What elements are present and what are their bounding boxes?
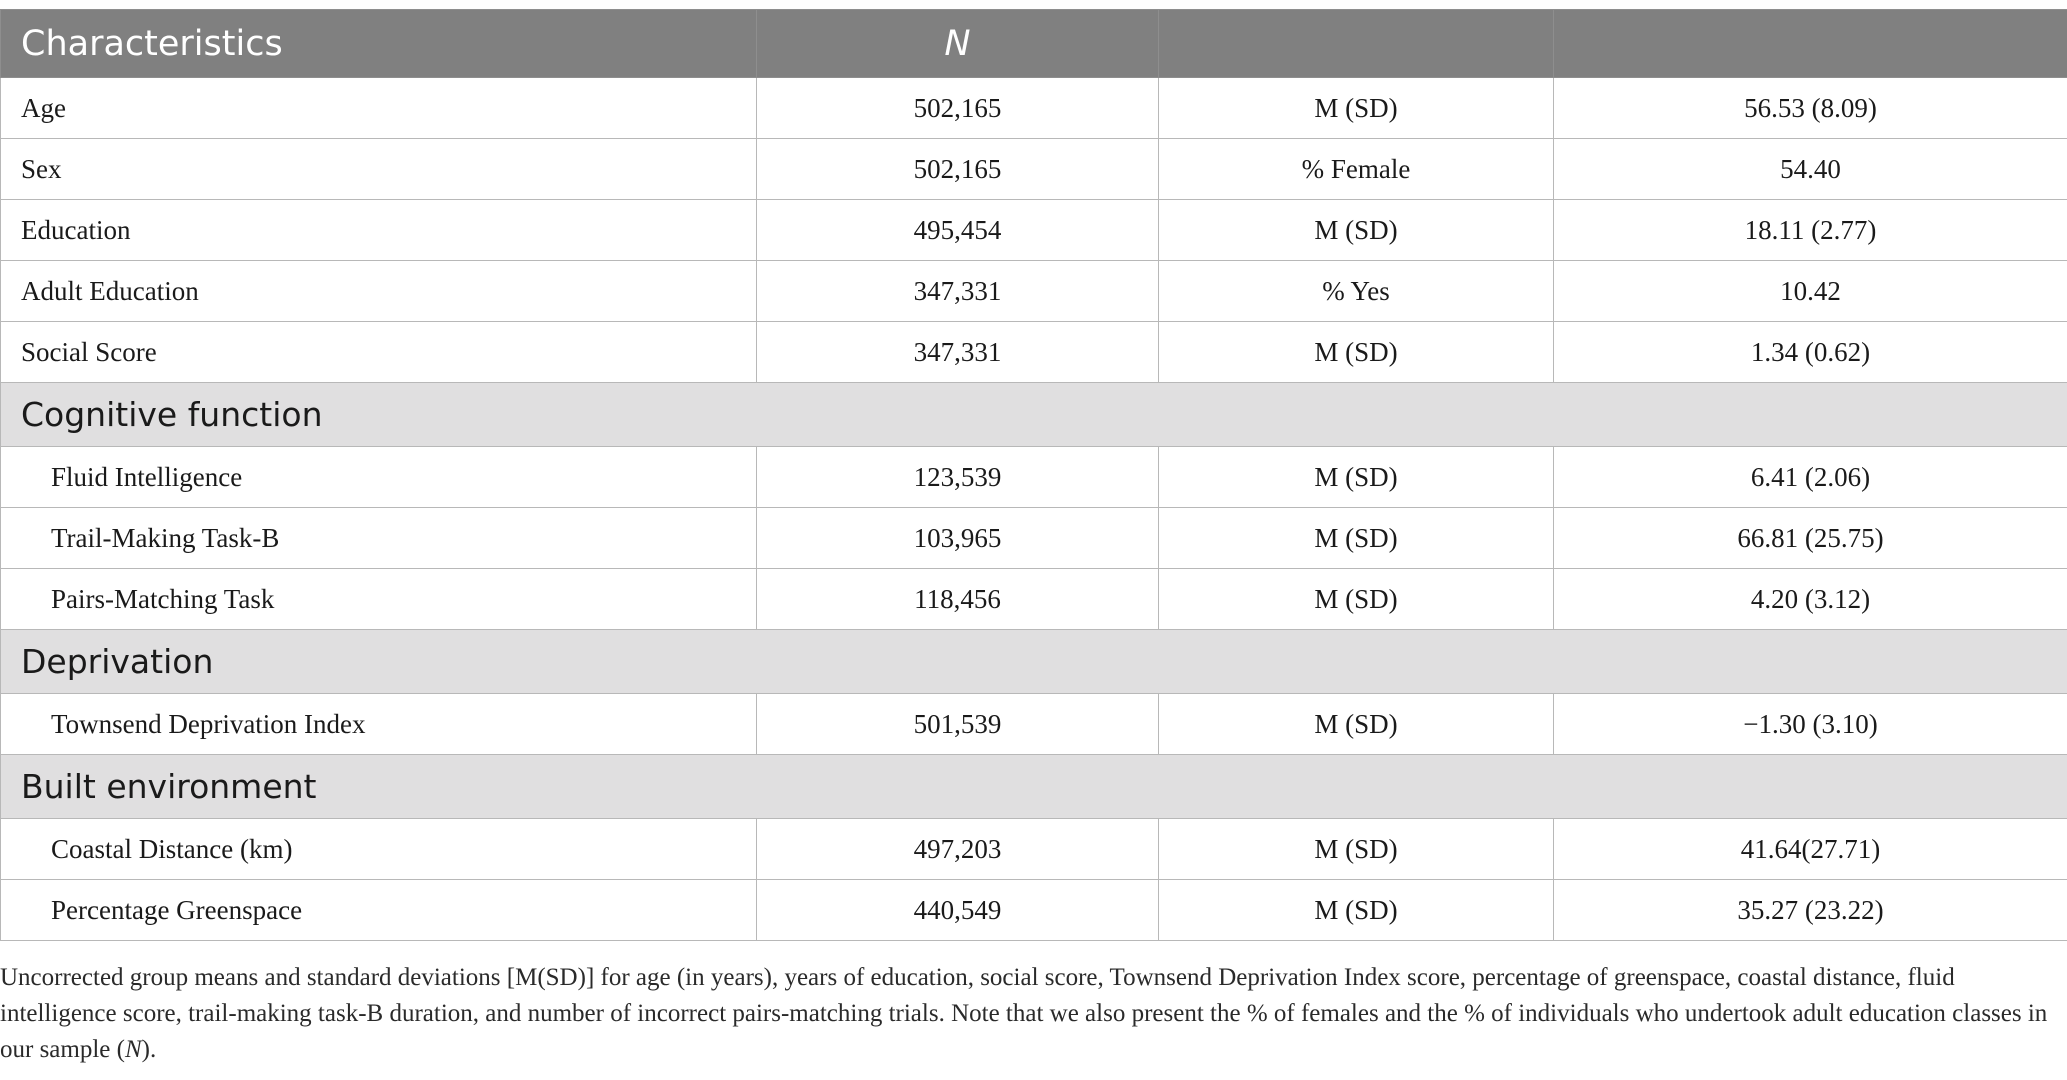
table-row [1, 139, 2067, 200]
row-value: 35.27 (23.22) [1554, 880, 2067, 941]
section-title: Deprivation [1, 630, 2067, 694]
section-title: Cognitive function [1, 383, 2067, 447]
table-footnote [0, 960, 2060, 1068]
row-value: −1.30 (3.10) [1554, 694, 2067, 755]
row-value: 4.20 (3.12) [1554, 569, 2067, 630]
row-measure: M (SD) [1159, 322, 1554, 383]
row-n: 497,203 [757, 819, 1159, 880]
row-n: 347,331 [757, 261, 1159, 322]
row-measure: M (SD) [1159, 508, 1554, 569]
row-measure: M (SD) [1159, 78, 1554, 139]
row-value: 66.81 (25.75) [1554, 508, 2067, 569]
row-measure: M (SD) [1159, 694, 1554, 755]
row-measure: M (SD) [1159, 569, 1554, 630]
row-value: 6.41 (2.06) [1554, 447, 2067, 508]
row-measure: % Female [1159, 139, 1554, 200]
table-row [1, 200, 2067, 261]
row-measure: M (SD) [1159, 447, 1554, 508]
table-row [1, 508, 2067, 569]
row-label: Trail-Making Task-B [1, 508, 757, 569]
row-measure: M (SD) [1159, 819, 1554, 880]
row-n: 118,456 [757, 569, 1159, 630]
footnote-end: ). [141, 1036, 157, 1063]
table-row [1, 819, 2067, 880]
row-measure: % Yes [1159, 261, 1554, 322]
header-n: N [757, 10, 1159, 78]
row-value: 56.53 (8.09) [1554, 78, 2067, 139]
section-header-cognitive-function [1, 383, 2067, 447]
table-row [1, 880, 2067, 941]
row-label: Townsend Deprivation Index [1, 694, 757, 755]
characteristics-table [0, 9, 2067, 941]
row-label: Sex [1, 139, 757, 200]
section-header-built-environment [1, 755, 2067, 819]
row-label: Social Score [1, 322, 757, 383]
header-value [1554, 10, 2067, 78]
row-n: 495,454 [757, 200, 1159, 261]
row-label: Fluid Intelligence [1, 447, 757, 508]
header-row [1, 10, 2067, 78]
row-n: 440,549 [757, 880, 1159, 941]
table-container [0, 9, 2067, 941]
row-measure: M (SD) [1159, 880, 1554, 941]
row-label: Percentage Greenspace [1, 880, 757, 941]
row-label: Age [1, 78, 757, 139]
section-title: Built environment [1, 755, 2067, 819]
row-n: 502,165 [757, 139, 1159, 200]
header-characteristics: Characteristics [1, 10, 757, 78]
footnote-n-symbol: N [124, 1036, 142, 1063]
table-row [1, 322, 2067, 383]
table-row [1, 569, 2067, 630]
row-value: 18.11 (2.77) [1554, 200, 2067, 261]
section-header-deprivation [1, 630, 2067, 694]
row-label: Education [1, 200, 757, 261]
row-n: 347,331 [757, 322, 1159, 383]
row-label: Pairs-Matching Task [1, 569, 757, 630]
row-value: 10.42 [1554, 261, 2067, 322]
row-n: 501,539 [757, 694, 1159, 755]
row-n: 123,539 [757, 447, 1159, 508]
row-label: Adult Education [1, 261, 757, 322]
row-value: 54.40 [1554, 139, 2067, 200]
row-value: 1.34 (0.62) [1554, 322, 2067, 383]
table-row [1, 447, 2067, 508]
row-measure: M (SD) [1159, 200, 1554, 261]
table-row [1, 694, 2067, 755]
row-label: Coastal Distance (km) [1, 819, 757, 880]
table-row [1, 261, 2067, 322]
header-measure [1159, 10, 1554, 78]
table-row [1, 78, 2067, 139]
row-n: 103,965 [757, 508, 1159, 569]
footnote-text: Uncorrected group means and standard deviations [M(SD)] for age (in years), years of education, social score, Townsend Deprivation Index score, percentage of greenspace, coastal distance, fluid intelligence score, trail-making task-B duration, and number of incorrect pairs-matching trials. Note that we also present the % of females and the % of individuals who undertook adult education classes in our sample ( [0, 964, 2048, 1063]
row-value: 41.64(27.71) [1554, 819, 2067, 880]
row-n: 502,165 [757, 78, 1159, 139]
